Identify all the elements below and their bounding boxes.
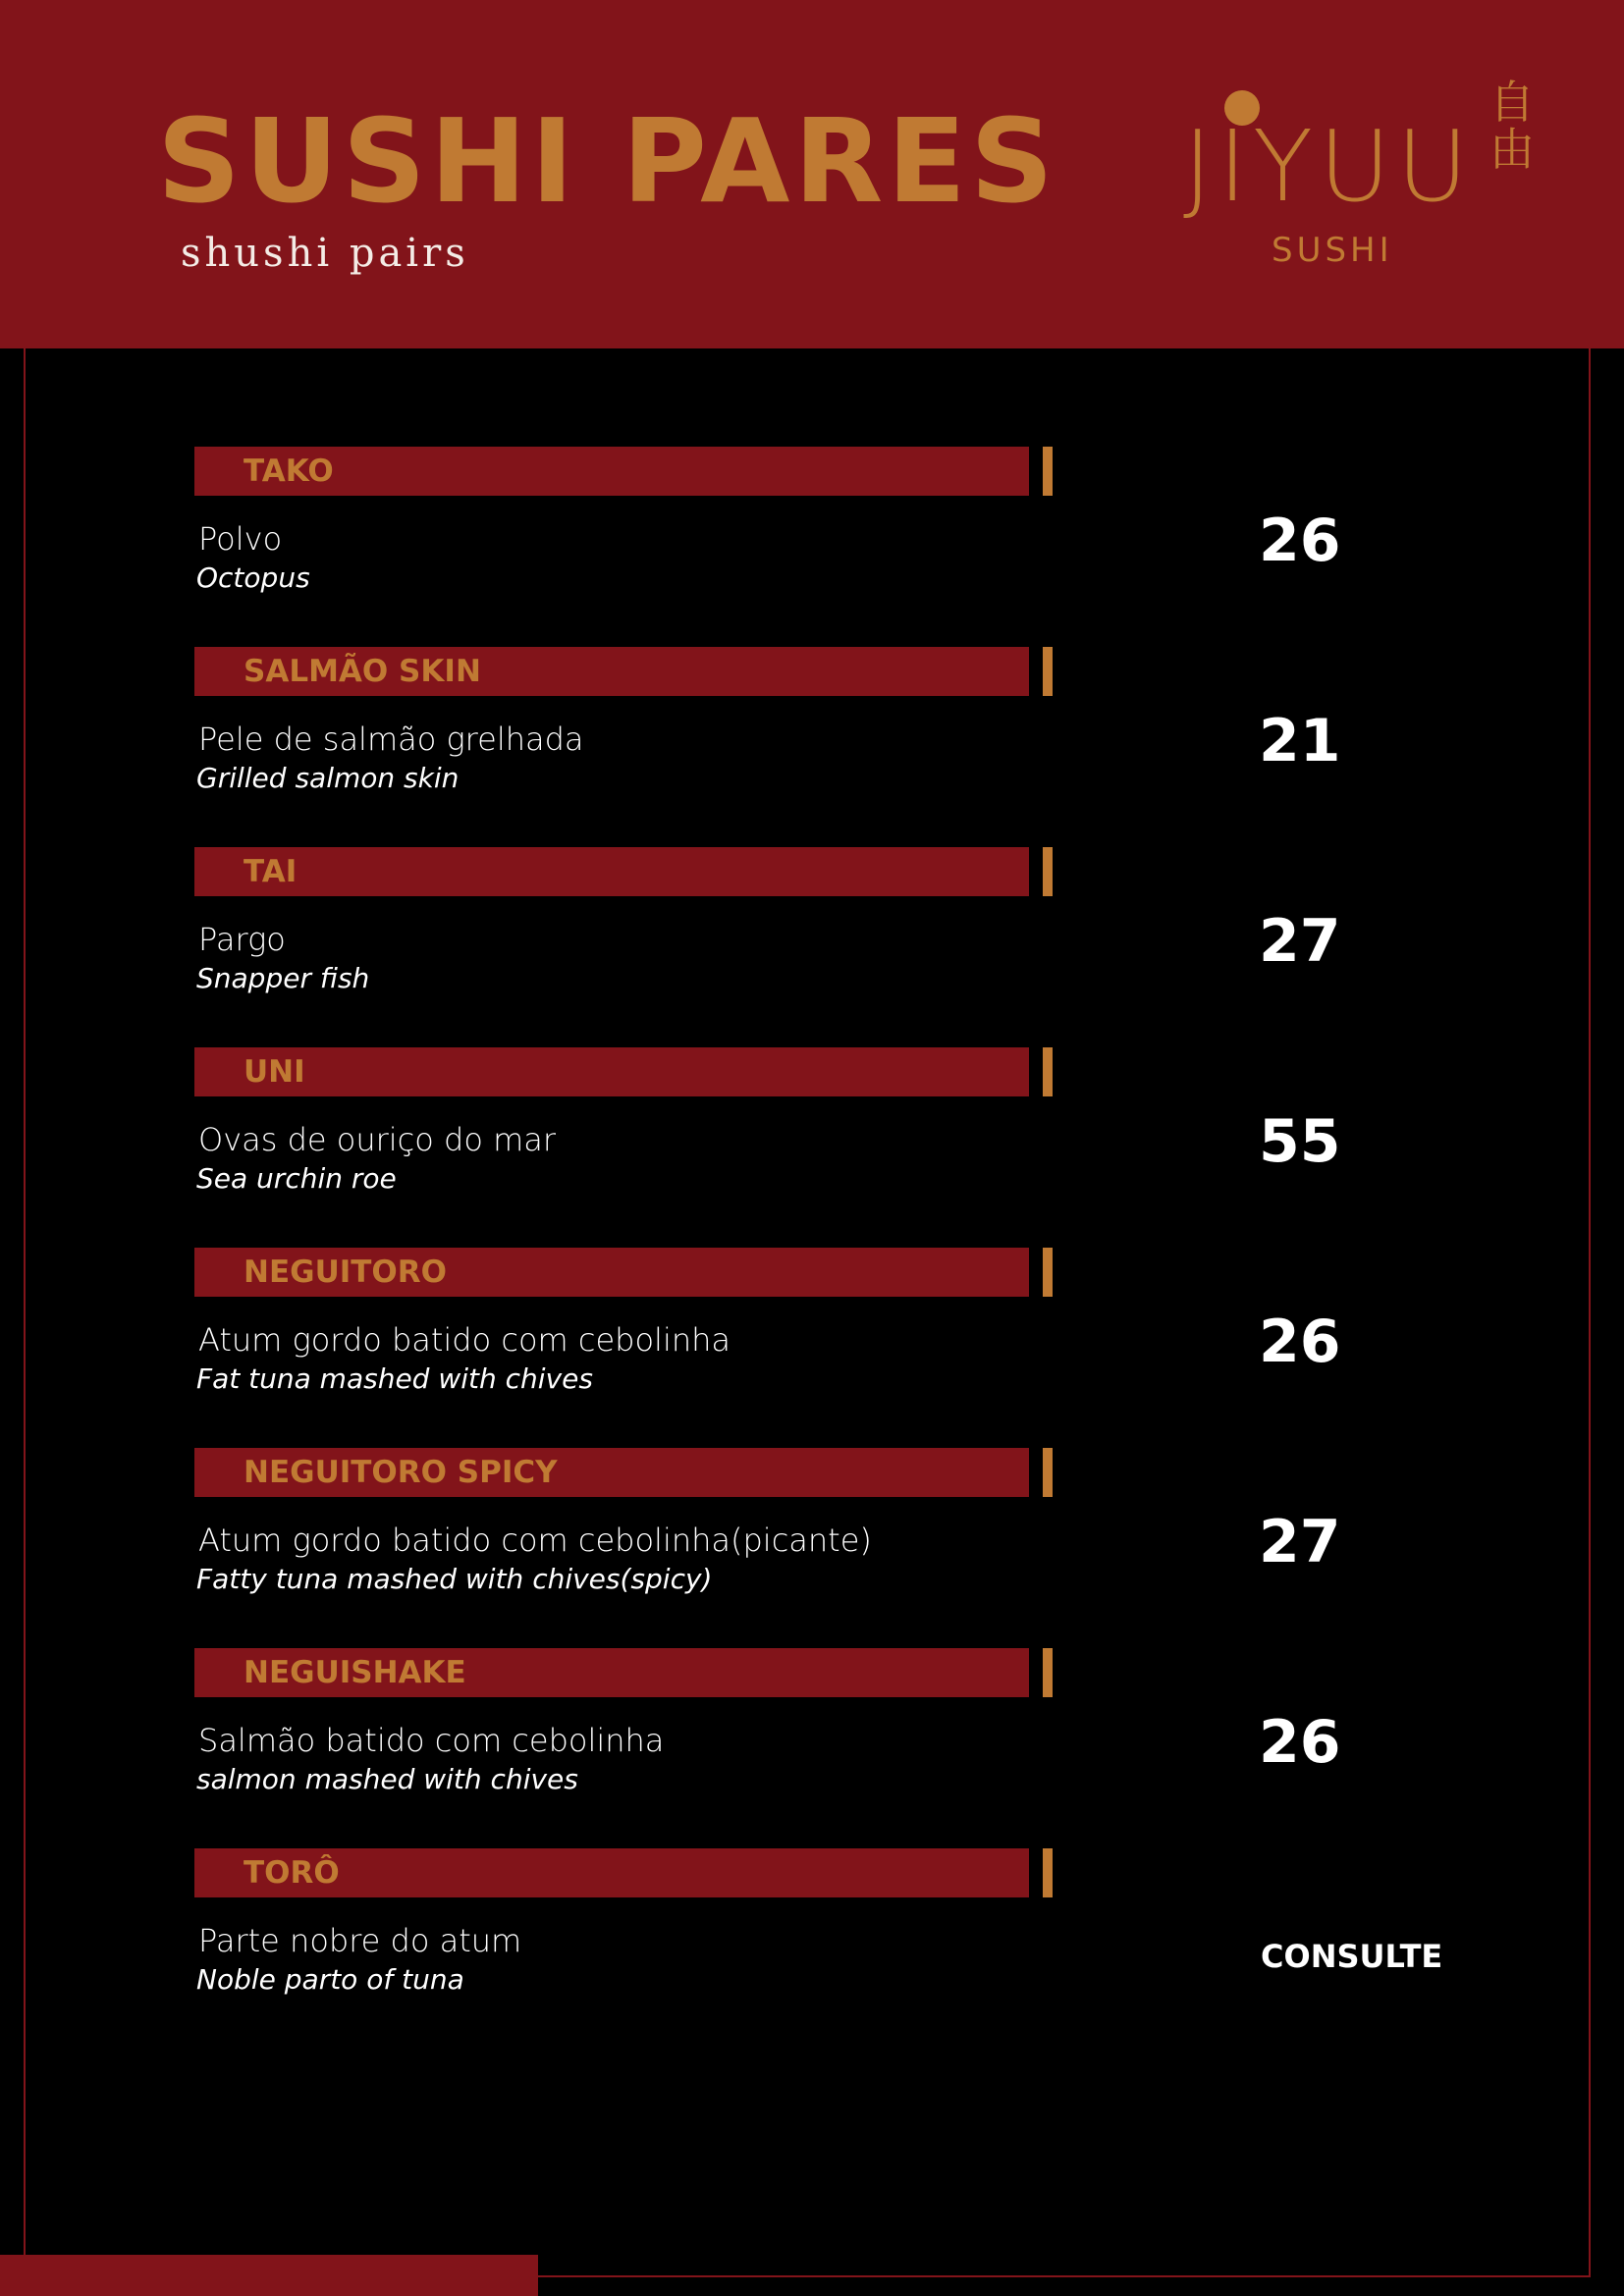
item-name: NEGUISHAKE	[244, 1655, 466, 1690]
menu-item	[194, 1047, 1412, 1204]
item-price: 26	[1259, 1708, 1341, 1777]
item-description-en: Grilled salmon skin	[196, 762, 460, 794]
item-price: 55	[1259, 1107, 1341, 1176]
item-description-en: salmon mashed with chives	[196, 1763, 578, 1795]
item-description-en: Fat tuna mashed with chives	[196, 1362, 593, 1395]
item-price: 27	[1259, 1508, 1341, 1576]
item-accent-tick	[1043, 1848, 1053, 1897]
item-accent-tick	[1043, 1047, 1053, 1096]
item-description-pt: Parte nobre do atum	[198, 1922, 522, 1959]
item-name-bar	[194, 1047, 1029, 1096]
frame-left-line	[24, 348, 26, 2277]
item-price: 26	[1259, 507, 1341, 575]
menu-item	[194, 1248, 1412, 1405]
item-name-bar	[194, 847, 1029, 896]
item-name: TAKO	[244, 454, 334, 489]
item-description-pt: Ovas de ouriço do mar	[198, 1121, 556, 1158]
item-price: 21	[1259, 707, 1341, 775]
menu-item	[194, 647, 1412, 804]
item-accent-tick	[1043, 1648, 1053, 1697]
item-name: UNI	[244, 1054, 305, 1090]
menu-item	[194, 1648, 1412, 1805]
jiyuu-sushi-logo	[1183, 76, 1546, 285]
logo-subtext: SUSHI	[1272, 231, 1393, 270]
item-name: TORÔ	[244, 1855, 340, 1891]
page-title: SUSHI PARES	[157, 93, 1057, 229]
item-name: NEGUITORO SPICY	[244, 1455, 558, 1490]
item-name: TAI	[244, 854, 298, 889]
menu-item	[194, 1848, 1443, 2005]
item-accent-tick	[1043, 847, 1053, 896]
item-description-en: Snapper fish	[196, 962, 370, 994]
item-description-pt: Atum gordo batido com cebolinha(picante)	[198, 1522, 872, 1559]
menu-item	[194, 1448, 1412, 1605]
item-name: SALMÃO SKIN	[244, 654, 481, 689]
item-price: CONSULTE	[1261, 1938, 1443, 1975]
logo-wordmark: JIYUU	[1183, 109, 1475, 224]
item-description-en: Sea urchin roe	[196, 1162, 397, 1195]
item-description-pt: Salmão batido com cebolinha	[198, 1722, 665, 1759]
frame-right-line	[1589, 348, 1591, 2277]
page-subtitle: shushi pairs	[181, 231, 469, 276]
item-name: NEGUITORO	[244, 1255, 447, 1290]
item-description-pt: Pargo	[198, 921, 286, 958]
item-price: 27	[1259, 907, 1341, 976]
item-description-pt: Polvo	[198, 520, 283, 558]
item-description-pt: Pele de salmão grelhada	[198, 721, 584, 758]
item-description-en: Fatty tuna mashed with chives(spicy)	[196, 1563, 713, 1595]
item-accent-tick	[1043, 647, 1053, 696]
item-accent-tick	[1043, 1248, 1053, 1297]
footer-accent-bar	[0, 2255, 538, 2296]
item-description-en: Noble parto of tuna	[196, 1963, 464, 1996]
item-description-pt: Atum gordo batido com cebolinha	[198, 1321, 731, 1359]
item-description-en: Octopus	[196, 561, 310, 594]
menu-item	[194, 447, 1412, 604]
item-accent-tick	[1043, 447, 1053, 496]
logo-kanji: 自由	[1489, 76, 1535, 177]
header-band	[0, 0, 1624, 348]
item-price: 26	[1259, 1308, 1341, 1376]
item-accent-tick	[1043, 1448, 1053, 1497]
menu-item	[194, 847, 1412, 1004]
